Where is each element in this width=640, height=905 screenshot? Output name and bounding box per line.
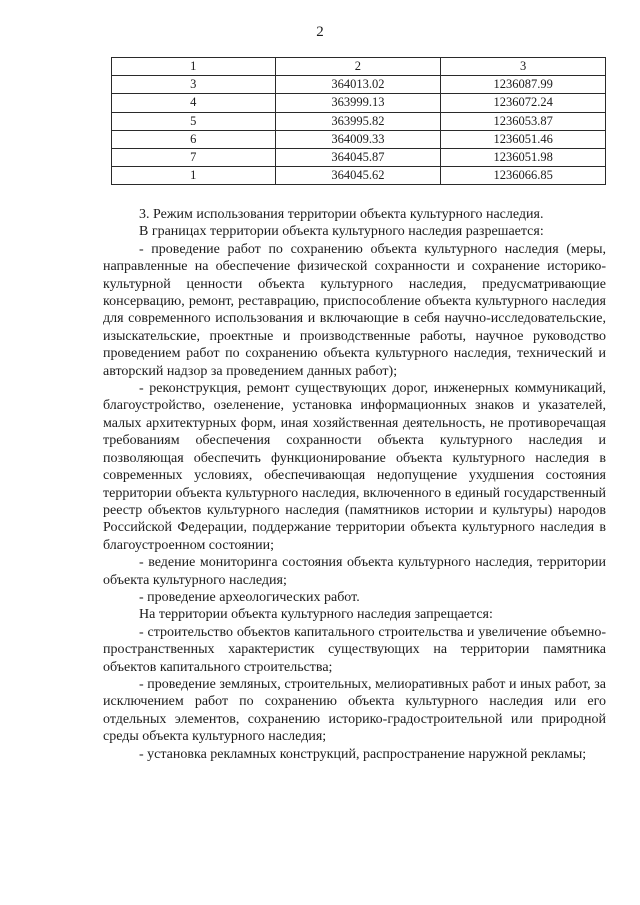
table-cell-point: 3	[112, 76, 276, 94]
paragraph-prohibited-item: - установка рекламных конструкций, распространение наружной рекламы;	[139, 746, 587, 762]
table-row	[112, 167, 606, 185]
table-header-row	[112, 58, 606, 76]
table-row	[112, 94, 606, 112]
table-cell-point: 5	[112, 112, 276, 130]
table-cell-point: 7	[112, 148, 276, 166]
paragraph-permitted-item: - проведение работ по сохранению объекта культурного наследия (меры, направленные на обеспечение физической сохранности и сохранение историко-культурной ценности объекта культурного наследия, предусматривающие консервацию, ремонт, реставрацию, приспособление объекта культурного наследия для современного использования и включающие в себя научно-исследовательские, изыскательские, проектные и производственные работы, научное руководство проведением работ по сохранению объекта культурного наследия, технический и авторский надзор за проведением данных работ);	[103, 241, 606, 379]
paragraph-permitted-item: - реконструкция, ремонт существующих дорог, инженерных коммуникаций, благоустройство, озеленение, установка информационных знаков и указателей, малых архитектурных форм, иная хозяйственная деятельность, не противоречащая требованиям обеспечения сохранности объекта культурного наследия и позволяющая обеспечить функционирование объекта культурного наследия в современных условиях, обеспечивающая недопущение ухудшения состояния территории объекта культурного наследия, включенного в единый государственный реестр объектов культурного наследия (памятников истории и культуры) народов Российской Федерации, поддержание территории объекта культурного наследия в благоустроенном состоянии;	[103, 381, 606, 553]
paragraph-permitted-intro: В границах территории объекта культурного наследия разрешается:	[139, 224, 544, 240]
paragraph-permitted-item: - ведение мониторинга состояния объекта культурного наследия, территории объекта культурного наследия;	[103, 555, 606, 588]
column-header-y: 3	[441, 58, 606, 76]
section-heading: 3. Режим использования территории объекта культурного наследия.	[139, 207, 544, 222]
table-cell-y: 1236066.85	[441, 167, 606, 185]
paragraph-permitted-item: - проведение археологических работ.	[139, 589, 360, 605]
table-cell-y: 1236051.98	[441, 148, 606, 166]
table-cell-y: 1236087.99	[441, 76, 606, 94]
page-number: 2	[316, 24, 324, 40]
table-cell-x: 363995.82	[275, 112, 441, 130]
table-cell-point: 1	[112, 167, 276, 185]
paragraph-prohibited-intro: На территории объекта культурного наследия запрещается:	[139, 607, 493, 623]
table-cell-x: 364045.87	[275, 148, 441, 166]
paragraph-prohibited-item: - проведение земляных, строительных, мелиоративных работ и иных работ, за исключением работ по сохранению объекта культурного наследия или его отдельных элементов, сохранению историко-градостроительной или природной среды объекта культурного наследия;	[103, 676, 606, 745]
table-row	[112, 76, 606, 94]
table-cell-x: 363999.13	[275, 94, 441, 112]
column-header-point: 1	[112, 58, 276, 76]
table-cell-y: 1236053.87	[441, 112, 606, 130]
document-body	[103, 206, 606, 763]
table-cell-x: 364045.62	[275, 167, 441, 185]
table-cell-y: 1236072.24	[441, 94, 606, 112]
table-row	[112, 148, 606, 166]
table-cell-y: 1236051.46	[441, 130, 606, 148]
table-cell-point: 6	[112, 130, 276, 148]
paragraph-prohibited-item: - строительство объектов капитального строительства и увеличение объемно-пространственных характеристик существующих на территории памятника объектов капитального строительства;	[103, 624, 606, 675]
table-row	[112, 130, 606, 148]
table-cell-x: 364009.33	[275, 130, 441, 148]
table-row	[112, 112, 606, 130]
column-header-x: 2	[275, 58, 441, 76]
coordinates-table	[111, 57, 606, 185]
table-cell-point: 4	[112, 94, 276, 112]
table-cell-x: 364013.02	[275, 76, 441, 94]
